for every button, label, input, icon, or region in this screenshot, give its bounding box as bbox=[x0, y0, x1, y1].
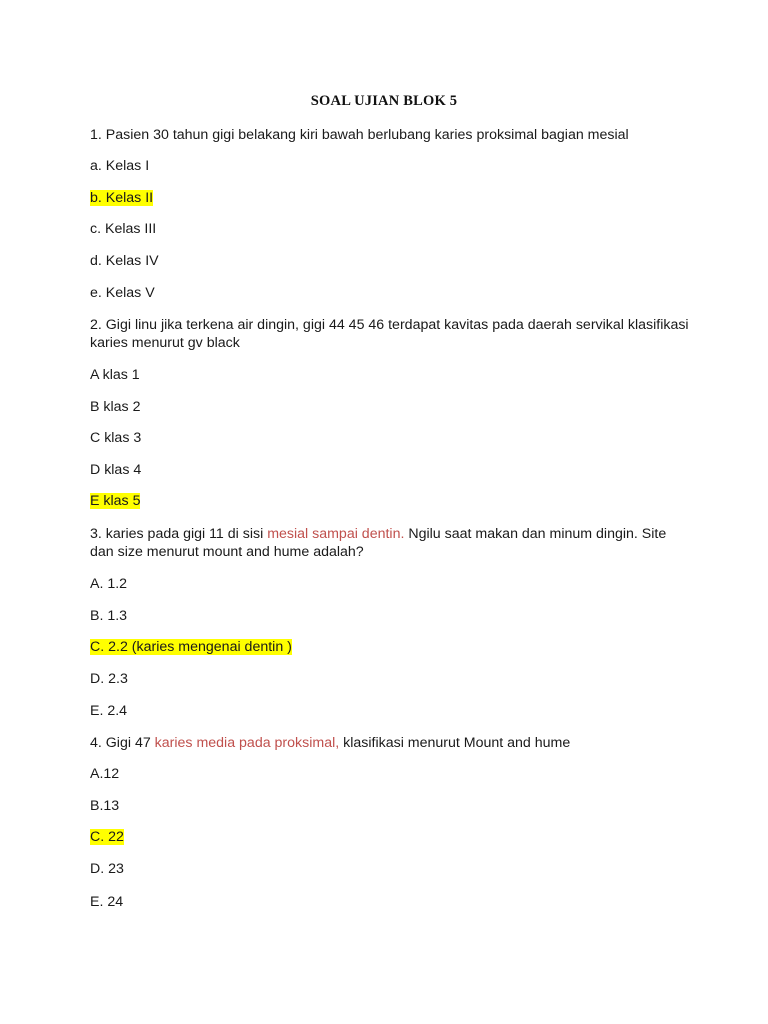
question-3-option-b: B. 1.3 bbox=[90, 608, 128, 624]
question-1-option-b-answer bbox=[90, 189, 690, 207]
question-4-red-text: karies media pada proksimal, bbox=[154, 735, 340, 751]
question-4-suffix: klasifikasi menurut Mount and hume bbox=[339, 735, 571, 751]
question-3-option-e: E. 2.4 bbox=[90, 703, 128, 719]
answer-highlight: E klas 5 bbox=[90, 493, 141, 509]
answer-highlight: C. 22 bbox=[90, 829, 124, 845]
question-4-option-d: D. 23 bbox=[90, 861, 124, 877]
question-2-text-line-1: 2. Gigi linu jika terkena air dingin, gigi 44 45 46 terdapat kavitas pada daerah servikal klasifikasi bbox=[90, 317, 689, 333]
question-3-text-line-2: dan size menurut mount and hume adalah? bbox=[90, 544, 364, 560]
question-4-option-e: E. 24 bbox=[90, 894, 124, 910]
question-1-text: 1. Pasien 30 tahun gigi belakang kiri bawah berlubang karies proksimal bagian mesial bbox=[90, 127, 629, 143]
question-3-text-line-1 bbox=[90, 525, 690, 543]
question-3-suffix: Ngilu saat makan dan minum dingin. Site bbox=[404, 526, 667, 542]
answer-highlight: b. Kelas II bbox=[90, 190, 154, 206]
question-1-option-e: e. Kelas V bbox=[90, 285, 155, 301]
question-2-option-e-answer bbox=[90, 492, 690, 510]
question-3-option-a: A. 1.2 bbox=[90, 576, 128, 592]
question-3-prefix: 3. karies pada gigi 11 di sisi bbox=[90, 526, 268, 542]
answer-highlight: C. 2.2 (karies mengenai dentin ) bbox=[90, 639, 292, 655]
question-1-option-d: d. Kelas IV bbox=[90, 253, 159, 269]
question-3-option-d: D. 2.3 bbox=[90, 671, 128, 687]
question-2-option-b: B klas 2 bbox=[90, 399, 141, 415]
question-2-option-a: A klas 1 bbox=[90, 367, 140, 383]
question-4-option-c-answer bbox=[90, 828, 690, 846]
question-4-prefix: 4. Gigi 47 bbox=[90, 735, 155, 751]
question-1-option-a: a. Kelas I bbox=[90, 158, 150, 174]
question-3-option-c-answer bbox=[90, 638, 690, 656]
question-2-text-line-2: karies menurut gv black bbox=[90, 335, 240, 351]
question-1-option-c: c. Kelas III bbox=[90, 221, 157, 237]
question-2-option-c: C klas 3 bbox=[90, 430, 142, 446]
question-4-option-a: A.12 bbox=[90, 766, 120, 782]
question-4-option-b: B.13 bbox=[90, 798, 120, 814]
question-4-text bbox=[90, 734, 690, 752]
question-3-red-text: mesial sampai dentin. bbox=[267, 526, 405, 542]
question-2-option-d: D klas 4 bbox=[90, 462, 142, 478]
page-title: SOAL UJIAN BLOK 5 bbox=[310, 93, 458, 109]
